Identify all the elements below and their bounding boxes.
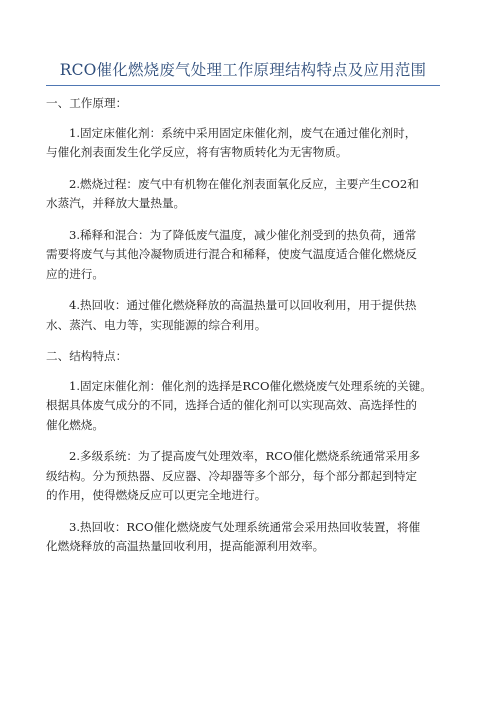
paragraph-heat-recovery	[46, 296, 450, 335]
paragraph-line: 根据具体废气成分的不同，选择合适的催化剂可以实现高效、高选择性的	[46, 398, 418, 412]
paragraph-multistage-system	[46, 447, 450, 506]
paragraph-catalyst-selection	[46, 377, 450, 436]
paragraph-fixed-bed-catalyst	[46, 124, 450, 163]
paragraph-line: 3.热回收：RCO催化燃烧废气处理系统通常会采用热回收装置，将催	[69, 519, 421, 534]
paragraph-combustion-process	[46, 175, 450, 214]
paragraph-line: 的作用，使得燃烧反应可以更完全地进行。	[46, 488, 267, 502]
paragraph-line: 级结构。分为预热器、反应器、冷却器等多个部分，每个部分都起到特定	[46, 468, 418, 483]
paragraph-line: 与催化剂表面发生化学反应，将有害物质转化为无害物质。	[46, 145, 348, 159]
paragraph-line: 2.燃烧过程：废气中有机物在催化剂表面氧化反应，主要产生CO2和	[69, 176, 419, 191]
paragraph-line: 2.多级系统：为了提高废气处理效率，RCO催化燃烧系统通常采用多	[69, 449, 421, 463]
paragraph-line: 水蒸汽，并释放大量热量。	[46, 196, 186, 210]
paragraph-line: 3.稀释和混合：为了降低废气温度，减少催化剂受到的热负荷，通常	[69, 227, 417, 242]
paragraph-line: 水、蒸汽、电力等，实现能源的综合利用。	[46, 317, 267, 332]
paragraph-line: 需要将废气与其他冷凝物质进行混合和稀释，使废气温度适合催化燃烧反	[46, 247, 418, 261]
paragraph-dilution-mixing	[46, 226, 450, 285]
paragraph-line: 1.固定床催化剂：系统中采用固定床催化剂，废气在通过催化剂时，	[69, 125, 417, 140]
paragraph-heat-recovery-device	[46, 518, 450, 557]
paragraph-line: 应的进行。	[46, 266, 104, 281]
title-underline	[46, 85, 440, 86]
document-title: RCO催化燃烧废气处理工作原理结构特点及应用范围	[59, 61, 427, 79]
section-heading-structural-features: 二、结构特点：	[46, 349, 128, 363]
paragraph-line: 催化燃烧。	[46, 417, 104, 432]
document-body	[46, 94, 450, 557]
section-heading-working-principle: 一、工作原理：	[46, 96, 128, 110]
paragraph-line: 化燃烧释放的高温热量回收利用，提高能源利用效率。	[46, 539, 325, 553]
paragraph-line: 4.热回收：通过催化燃烧释放的高温热量可以回收利用，用于提供热	[69, 298, 417, 312]
paragraph-line: 1.固定床催化剂：催化剂的选择是RCO催化燃烧废气处理系统的关键。	[69, 378, 432, 393]
